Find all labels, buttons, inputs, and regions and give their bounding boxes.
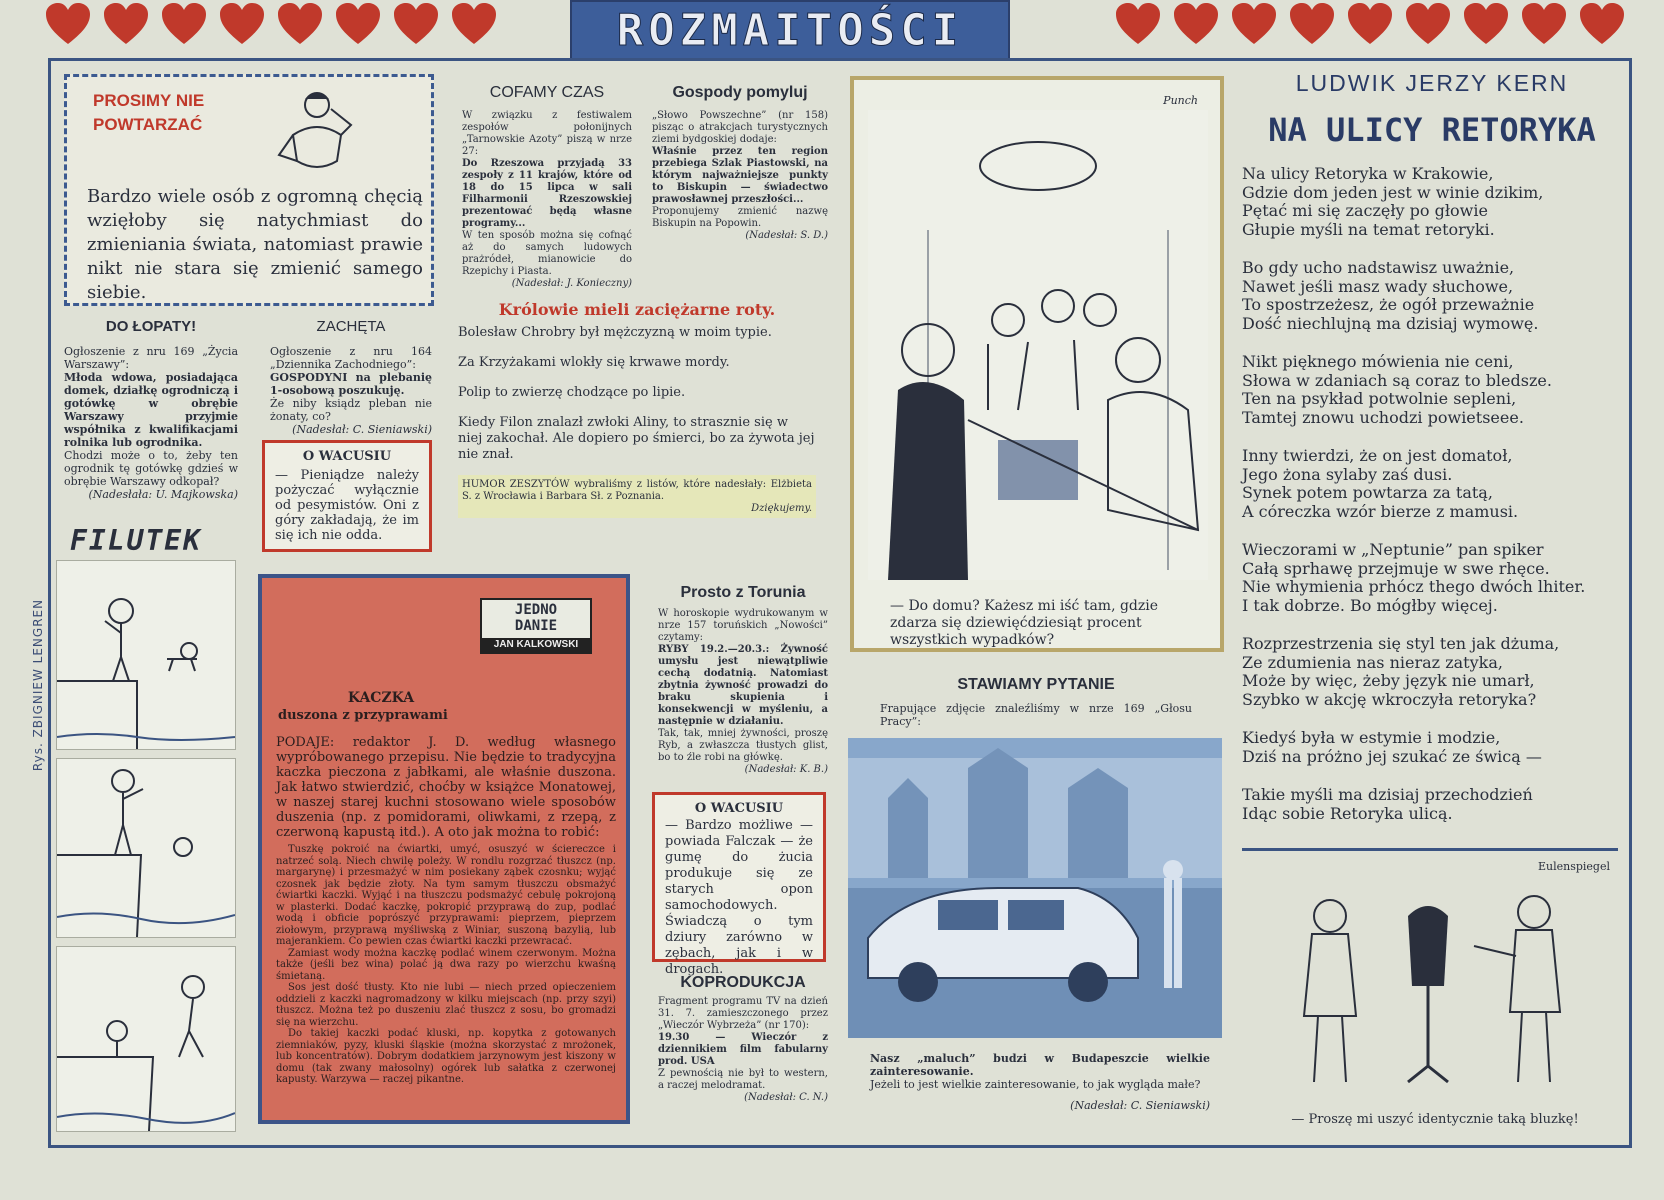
stawiamy-credit: (Nadesłał: C. Sieniawski)	[1070, 1099, 1210, 1112]
stawiamy-article	[846, 676, 1226, 728]
poem-stanza	[1242, 259, 1628, 333]
kaczka-title: KACZKA	[347, 690, 415, 706]
kaczka-p2: Zamiast wody można kaczkę podlać winem czerwonym. Można także (jeśli bez wina) polać ją dwa razy po wierzchu kwaśną śmietaną.	[276, 947, 616, 982]
krolowie-title: Królowie mieli zaciężarne roty.	[498, 300, 776, 319]
gospody-title: Gospody pomyluj	[672, 84, 808, 101]
poem-line: Takie myśli ma dzisiaj przechodzień	[1242, 785, 1533, 804]
poem-line: Jego żona sylaby zaś dusi.	[1242, 464, 1453, 484]
torun-comment: Tak, tak, mniej żywności, proszę Ryb, a zwłaszcza tłustych glist, bo to źle robi na główkę.	[658, 728, 828, 763]
wacusiu-2-text: — Bardzo możliwe — powiada Falczak — że gumę do żucia produkuje się ze starych opon samochodowych. Świadczą o tym dziury zarówno w zębach, jak i w drogach.	[665, 818, 813, 977]
stawiamy-title: STAWIAMY PYTANIE	[957, 676, 1115, 693]
zacheta-title: ZACHĘTA	[316, 318, 386, 335]
zacheta-comment: Że niby ksiądz pleban nie żonaty, co?	[270, 397, 432, 423]
heart-icon	[1114, 2, 1162, 46]
do-lopaty-article	[64, 318, 238, 501]
poem-line: Pętać mi się zaczęły po głowie	[1242, 201, 1488, 220]
poem-line: Głupie myśli na temat retoryki.	[1242, 219, 1495, 239]
poem-line: Całą sprhawę przejmuje w swe rhęce.	[1242, 558, 1550, 578]
side-credit-text: Rys. ZBIGNIEW LENGREN	[31, 598, 46, 772]
punch-caption: — Do domu? Każesz mi iść tam, gdzie zdarza się dziewięćdziesiąt procent wszystkich wypadków?	[890, 598, 1159, 648]
cofamy-credit: (Nadesłał: J. Konieczny)	[511, 278, 632, 289]
kaczka-subtitle: duszona z przyprawami	[278, 708, 448, 723]
zacheta-body: GOSPODYNI na plebanię 1-osobową poszukuję.	[270, 371, 432, 397]
poem-line: Rozprzestrzenia się styl ten jak dżuma,	[1242, 634, 1560, 653]
cofamy-body: Do Rzeszowa przyjadą 33 zespoły z 11 krajów, które od 18 do 15 lipca w sali Filharmonii Rzeszowskiej prezentować będą własne programy...	[462, 158, 632, 229]
heart-icon	[1520, 2, 1568, 46]
poem-line: A córeczka wzór bierze z mamusi.	[1242, 501, 1519, 521]
koprodukcja-title: KOPRODUKCJA	[680, 974, 806, 991]
stawiamy-comment: Jeżeli to jest wielkie zainteresowanie, to jak wygląda małe?	[870, 1078, 1201, 1091]
stawiamy-caption-block	[870, 1052, 1210, 1112]
heart-icon	[1288, 2, 1336, 46]
heart-icon	[1404, 2, 1452, 46]
jedno-danie-logo	[480, 598, 592, 654]
zacheta-credit: (Nadesłał: C. Sieniawski)	[292, 423, 432, 436]
wacusiu-box-1	[262, 440, 432, 552]
poem-line: Ten na psykład potwolnie sepleni,	[1242, 389, 1517, 408]
torun-article	[658, 584, 828, 775]
fiat-photo-image	[848, 738, 1222, 1038]
poem-line: Szybko w akcję wkroczyła retoryka?	[1242, 689, 1537, 709]
poem-line: Bo gdy ucho nadstawisz uważnie,	[1242, 258, 1515, 277]
heart-icon	[450, 2, 498, 46]
poem-line: Słowa w zdaniach są coraz to bledsze.	[1242, 370, 1552, 390]
masthead-title: ROZMAITOŚCI	[616, 4, 964, 56]
zacheta-intro: Ogłoszenie z nru 164 „Dziennika Zachodniego”:	[270, 345, 432, 371]
poem-stanza	[1242, 165, 1628, 239]
hearts-right	[1114, 2, 1644, 46]
kern-poem	[1236, 70, 1628, 843]
koprodukcja-body: 19.30 — Wieczór z dziennikiem film fabularny prod. USA	[658, 1032, 828, 1067]
do-lopaty-comment: Chodzi może o to, żeby ten ogrodnik tę gotówkę gdzieś w obrębie Warszawy odkopał?	[64, 449, 238, 488]
poem-line: Nie whymienia prhócz thego dwóch lhiter.	[1242, 577, 1586, 596]
gospody-credit: (Nadesłał: S. D.)	[745, 230, 828, 241]
kaczka-p3: Sos jest dość tłusty. Kto nie lubi — niech przed opieczeniem oddzieli z kaczki nagromadzony w kilku miejscach (np. przy szyi) tłuszcz. Można też po duszeniu zlać tłuszcz z sosu, bo gromadzi się na wierzchu.	[276, 982, 616, 1028]
masthead	[570, 0, 1010, 60]
wacusiu-box-2	[652, 792, 826, 977]
poem-line: Kiedyś była w estymie i modzie,	[1242, 728, 1501, 747]
poem-line: Idąc sobie Retoryka ulicą.	[1242, 803, 1453, 823]
do-lopaty-credit: (Nadesłała: U. Majkowska)	[88, 488, 238, 501]
kern-stanzas	[1236, 165, 1628, 823]
krolowie-thanks: Dziękujemy.	[751, 503, 812, 514]
filutek-jump-drawing	[57, 759, 235, 937]
torun-body: RYBY 19.2.—20.3.: Żywność umysłu jest niewątpliwie cechą dodatnią. Natomiast zbytnia żywność prowadzi do braku skupienia i konsekwencji w myśleniu, a następnie w działaniu.	[658, 644, 828, 727]
poem-stanza	[1242, 729, 1628, 766]
stawiamy-intro: Frapujące zdjęcie znaleźliśmy w nrze 169 „Głosu Pracy”:	[880, 702, 1192, 728]
poem-stanza	[1242, 353, 1628, 427]
poem-line: Nikt pięknego mówienia nie ceni,	[1242, 352, 1514, 371]
wacusiu-2-title: O WACUSIU	[694, 801, 784, 816]
poem-line: I tak dobrze. Bo mógłby więcej.	[1242, 595, 1498, 615]
wacusiu-1-title: O WACUSIU	[302, 449, 392, 464]
poem-line: Dość niechlujną ma dzisiaj wymowę.	[1242, 313, 1539, 333]
gospody-body: Właśnie przez ten region przebiega Szlak Piastowski, na którym najważniejsze punkty to Biskupin — świadectwo prawosławnej przeszłości...	[652, 146, 828, 205]
krolowie-item-4: Kiedy Filon znalazł zwłoki Aliny, to strasznie się w niej zakochał. Ale dopiero po śmierci, bo za żywota jej nie znał.	[458, 415, 815, 462]
heart-icon	[218, 2, 266, 46]
torun-intro: W horoskopie wydrukowanym w nrze 157 toruńskich „Nowości” czytamy:	[658, 608, 828, 643]
cofamy-title: COFAMY CZAS	[489, 84, 605, 101]
cofamy-intro: W związku z festiwalem zespołów połonijnych „Tarnowskie Azoty” piszą w nrze 27:	[462, 110, 632, 157]
krolowie-article	[458, 300, 816, 518]
poem-stanza	[1242, 541, 1628, 615]
torun-credit: (Nadesłał: K. B.)	[744, 764, 828, 775]
poem-line: Nawet jeśli masz wady słuchowe,	[1242, 276, 1514, 296]
poem-line: Na ulicy Retoryka w Krakowie,	[1242, 164, 1494, 183]
do-lopaty-title: DO ŁOPATY!	[105, 318, 197, 335]
side-credit	[18, 580, 58, 790]
krolowie-item-1: Bolesław Chrobry był mężczyzną w moim typie.	[458, 325, 772, 340]
filutek-end-drawing	[57, 947, 235, 1131]
heart-icon	[1462, 2, 1510, 46]
krolowie-item-2: Za Krzyżakami wlokły się krwawe mordy.	[458, 355, 730, 370]
poem-stanza	[1242, 786, 1628, 823]
eulen-caption: — Proszę mi uszyć identycznie taką bluzkę!	[1291, 1112, 1579, 1127]
torun-title: Prosto z Torunia	[680, 584, 806, 601]
kern-author: LUDWIK JERZY KERN	[1295, 70, 1569, 96]
poem-line: Wieczorami w „Neptunie” pan spiker	[1242, 540, 1544, 559]
heart-icon	[102, 2, 150, 46]
filutek-panel-2	[56, 758, 236, 938]
heart-icon	[276, 2, 324, 46]
fiat-photo	[848, 738, 1222, 1038]
poem-line: Inny twierdzi, że on jest domatoł,	[1242, 446, 1513, 465]
do-lopaty-body: Młoda wdowa, posiadająca domek, działkę ogrodniczą i gotówkę w obrębie Warszawy przyjmie współnika z kwalifikacjami rolnika lub ogrodnika.	[64, 371, 238, 449]
poem-line: Tamtej znowu uchodzi powietseee.	[1242, 407, 1524, 427]
zacheta-article	[270, 318, 432, 436]
stawiamy-caption: Nasz „maluch” budzi w Budapeszcie wielkie zainteresowanie.	[870, 1052, 1210, 1078]
heart-icon	[160, 2, 208, 46]
filutek-cliff-drawing	[57, 561, 235, 749]
poem-stanza	[1242, 447, 1628, 521]
cofamy-comment: W ten sposób można się cofnąć aż do samych ludowych prażródeł, mianowicie do Rzepichy i Piasta.	[462, 230, 632, 277]
heart-icon	[44, 2, 92, 46]
koprodukcja-comment: Z pewnością nie był to western, a raczej melodramat.	[658, 1068, 828, 1091]
kaczka-recipe-box	[258, 574, 630, 1124]
koprodukcja-article	[658, 974, 828, 1103]
gospody-intro: „Słowo Powszechne” (nr 158) pisząc o atrakcjach turystycznych ziemi bydgoskiej dodaje:	[652, 110, 828, 145]
gospody-comment: Proponujemy zmienić nazwę Biskupin na Popowin.	[652, 206, 828, 229]
filutek-title: FILUTEK	[70, 524, 203, 557]
koprodukcja-intro: Fragment programu TV na dzień 31. 7. zamieszczonego przez „Wieczór Wybrzeża” (nr 170):	[658, 996, 828, 1031]
woman-drawing	[263, 85, 373, 179]
logo-line-1: JEDNO	[514, 602, 558, 618]
krolowie-item-3: Polip to zwierzę chodzące po lipie.	[458, 385, 686, 400]
bar-scene-drawing	[868, 110, 1208, 580]
eulen-source: Eulenspiegel	[1537, 860, 1610, 873]
kern-divider	[1242, 848, 1618, 851]
logo-line-3: JAN KALKOWSKI	[482, 638, 590, 652]
poem-line: Ze zdumienia nas nieraz zatyka,	[1242, 652, 1503, 672]
krolowie-footer-box	[458, 475, 816, 518]
punch-cartoon-box	[850, 76, 1224, 652]
poem-stanza	[1242, 635, 1628, 709]
filutek-panel-3	[56, 946, 236, 1132]
heart-icon	[334, 2, 382, 46]
heart-icon	[1172, 2, 1220, 46]
logo-line-2: DANIE	[514, 618, 558, 634]
eulen-cartoon	[1242, 856, 1618, 1136]
poem-line: Gdzie dom jeden jest w winie dzikim,	[1242, 182, 1544, 202]
poem-line: Może by więc, żeby język nie umarł,	[1242, 671, 1535, 690]
filutek-panel-1	[56, 560, 236, 750]
heart-icon	[1346, 2, 1394, 46]
prosimy-box	[64, 74, 434, 306]
gospody-article	[652, 84, 828, 241]
krolowie-footer: HUMOR ZESZYTÓW wybraliśmy z listów, które nadesłały: Elżbieta S. z Wrocławia i Barbara Sł. z Poznania.	[462, 479, 812, 502]
punch-source: Punch	[1163, 94, 1198, 107]
heart-icon	[1230, 2, 1278, 46]
kaczka-lead: PODAJE: redaktor J. D. według własnego wypróbowanego przepisu. Nie będzie to tradycyjna kaczka pieczona z jabłkami, ale właśnie duszona. Jak łatwo stwierdzić, choćby w książce Monatowej, w naszej starej kuchni stosowano wiele sposobów duszenia (np. z pomidorami, oliwkami, z rzepą, z czerwoną kapustą itd.). A oto jak można to robić:	[276, 735, 616, 840]
prosimy-text: Bardzo wiele osób z ogromną chęcią wzięłoby się natychmiast do zmieniania świata, natomiast prawie nikt nie stara się zmienić samego siebie.	[87, 186, 423, 303]
do-lopaty-intro: Ogłoszenie z nru 169 „Życia Warszawy”:	[64, 345, 238, 371]
koprodukcja-credit: (Nadesłał: C. N.)	[744, 1092, 828, 1103]
kaczka-p1: Tuszkę pokroić na ćwiartki, umyć, osuszyć w ściereczce i natrzeć solą. Niech chwilę poleży. W rondlu rozgrzać tłuszcz (np. margarynę) i przesmażyć w nim posiekany ząbek czosnku; wyjąć czosnek jak będzie złoty. Na tym samym tłuszczu obsmażyć ćwiartki kaczki. Wyjąć i na tłuszczu podsmażyć cebulę pokrojoną w plasterki. Dodać kaczkę, pokropić przyprawą do zup, podlać wodą i obficie poprószyć przyprawami: pieprzem, pieprzem ziołowym, przyprawą myśliwską z Winiar, suszoną bazylią, lub majerankiem. Co pewien czas ćwiartki kaczki przewracać.	[276, 844, 616, 947]
poem-line: Dziś na próżno jej szukać ze świcą —	[1242, 746, 1542, 766]
kaczka-p4: Do takiej kaczki podać kluski, np. kopytka z gotowanych ziemniaków, pyzy, kluski śląskie (można skorzystać z mrożonek, lub koncentratów). Dobrym dodatkiem jarzynowym jest kiszony w domu (tak zwany małosolny) ogórek lub sałatka z czerwonej kapusty. Warzywa — raczej pikantne.	[276, 1028, 616, 1085]
dress-shop-drawing	[1278, 886, 1588, 1086]
heart-icon	[392, 2, 440, 46]
heart-icon	[1578, 2, 1626, 46]
kern-title: NA ULICY RETORYKA	[1268, 111, 1596, 149]
prosimy-title: PROSIMY NIE POWTARZAĆ	[93, 91, 205, 134]
poem-line: To spostrzeżesz, że ogół przeważnie	[1242, 295, 1535, 314]
poem-line: Synek potem powtarza za tatą,	[1242, 483, 1493, 502]
wacusiu-1-text: — Pieniądze należy pożyczać wyłącznie od pesymistów. Oni z góry zakładają, że im się ich nie odda.	[275, 468, 419, 543]
cofamy-article	[462, 84, 632, 289]
hearts-left	[44, 2, 514, 46]
